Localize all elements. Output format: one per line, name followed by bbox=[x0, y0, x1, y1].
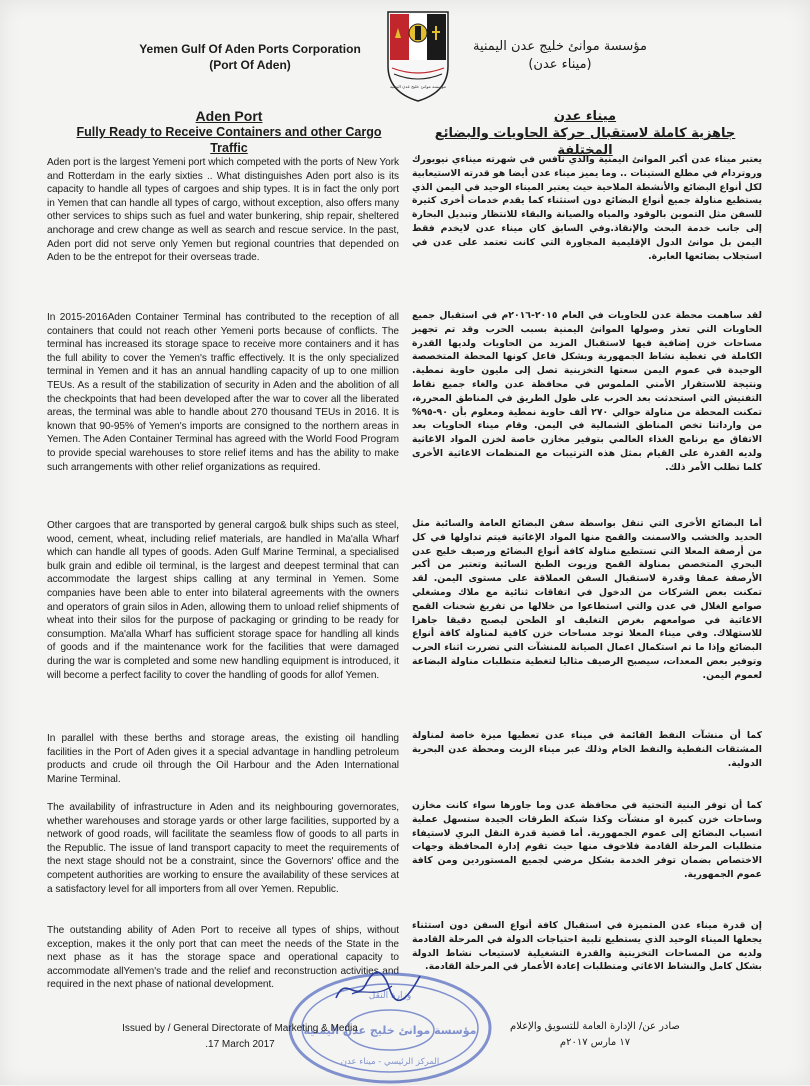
issue-date-english: .17 March 2017 bbox=[205, 1039, 275, 1050]
port-logo-emblem bbox=[384, 8, 452, 104]
paragraph-en-2: In 2015-2016Aden Container Terminal has contributed to the reception of all containers that could not reach other Yemeni ports because of conflicts. The terminal has increased its storage space to receive more containers and it has the full ability to cover the Yemen's traffic effectively. It is the only specialized terminal in Yemen and it has an annual handling capacity of up to one million TEUs. As a result of the stabilization of security in Aden and the abolition of all the checkpoints that had been developed after the war to cover all the liberated areas, the terminal was able to handle about 270 thousand TEUs in 2016. It is known that 90-95% of Yemen's imports are consigned to the northern areas in Yemen. The Aden Container Terminal has agreed with the World Food Program to provide special warehouses to store relief items and has the ability to make such arrangements with other relief organizations as required. bbox=[47, 312, 399, 473]
paragraph-en-6: The outstanding ability of Aden Port to receive all types of ships, without exception, makes it the only port that can meet the needs of the State in the next phase as it has the storage space and operational capacity to accommodate allYemen's trade and the relief and reconstruction activities and required in the next phase of national development. bbox=[47, 925, 399, 991]
paragraph-en-5: The availability of infrastructure in Aden and its neighbouring governorates, whether warehouses and storage yards or other large facilities, supported by a network of good roads, will facilitate the seamless flow of goods to all parts in the Republic. The issue of land transport capacity to meet the requirements of the next stage should not be a constraint, since the Governors' office and the competent authorities are working to ensure the availability of these services at a satisfactory level for all importers from all over Yemen. Republic. bbox=[47, 802, 399, 895]
org-en-line1: Yemen Gulf Of Aden Ports Corporation bbox=[139, 42, 361, 56]
title-en-subheading: Fully Ready to Receive Containers and other Cargo Traffic bbox=[76, 125, 382, 155]
stamp-main-text: مؤسسة موانئ خليج عدن اليمنية bbox=[303, 1024, 477, 1037]
title-english bbox=[60, 108, 398, 156]
stamp-bottom-text: المركز الرئيسي - ميناء عدن bbox=[340, 1057, 440, 1067]
organization-name-english bbox=[100, 41, 400, 73]
paragraph-en-4: In parallel with these berths and storage areas, the existing oil handling facilities in the Port of Aden gives it a special advantage in handling petroleum products and crude oil through the Oil Harbour and the Aden International Marine Terminal. bbox=[47, 733, 399, 785]
issued-by-arabic: صادر عن/ الإدارة العامة للتسويق والإعلام bbox=[510, 1021, 680, 1032]
issue-date-arabic: ١٧ مارس ٢٠١٧م bbox=[559, 1037, 631, 1048]
paragraph-ar-1: يعتبر ميناء عدن أكبر الموانئ اليمنية والذي نافس في شهرته ميناءي نيويورك وروتردام في مطلع الستينات .. وما يميز ميناء عدن أيضا هو قدرته الاستيعابية لكل أنواع البضائع والأنشطة الملاحية حيث يعتبر الميناء الوحيد في اليمن الذي يستطيع مناولة جميع أنواع البضائع دون استثناء كما يقدم خدمات أخرى كثيرة للسفن مثل التموين بالوقود والمياه والصيانة والبقاء للانتظار وتبديل البحارة إلى جانب خدمة البحث والإنقاذ.وفي السابق كان ميناء عدن لايخدم فقط اليمن بل موانئ الدول الإقليمية المجاورة التي كانت تعتمد على عدن في استجلاب بضائعها العابرة. bbox=[412, 154, 762, 262]
paragraph-ar-2: لقد ساهمت محطة عدن للحاويات في العام ٢٠١٥-٢٠١٦م في استقبال جميع الحاويات التي تعذر وصولها الموانئ اليمنية بسبب الحرب وقد تم تجهيز مساحات خزن إضافية فيها لاستقبال المزيد من الحاويات ولديها القدرة الكاملة في تغطية نشاط الجمهورية وبشكل فاعل كونها المحطة المتخصصة الوحيدة في عموم اليمن سعتها التخزينية تصل إلى مليون حاوية نمطية. ونتيجة للاستقرار الأمني الملموس في محافظة عدن والغاء جميع نقاط التفتيش التي استحدثت بعد الحرب على طول الطريق في المناطق المحررة، تمكنت المحطة من مناولة حوالي ٢٧٠ ألف حاوية نمطية ومعلوم بأن ٩٠-٩٥% من وارداتنا تخص المناطق الشمالية في اليمن. وقام ميناء الحاويات بعد الاتفاق مع برنامج الغذاء العالمي بتوفير مخازن خاصة لخزن المواد الاغاثية ولديه القدرة على القيام بمثل هذه الترتيبات مع المنظمات الاغاثية الأخرى كلما تطلب الأمر ذلك. bbox=[412, 310, 762, 473]
stamp-inner-text: وزارة النقل bbox=[368, 991, 412, 1001]
paragraph-ar-3: أما البضائع الأخرى التي تنقل بواسطة سفن البضائع العامة والسائبة مثل الحديد والخشب والاسمنت والقمح منها المواد الإغاثية فيتم تداولها في كل من أرصفة المعلا التي تستطيع مناولة كافة أنواع البضائع ورصيف خليج عدن البحري المتخصص بمناولة القمح وزيوت الطبخ السائبة وتعتبر من أكبر الأرصفة عمقا وقدرة لاستقبال السفن العملاقة على مستوى اليمن. لقد تمكنت بعض الشركات من الدخول في اتفاقات ثنائية مع ملاك ومشغلي صوامع الغلال في عدن والتي استطاعوا من خلالها من تفريغ شحنات القمح الاغاثية في صوامعهم بغرض التغليف او الطحن ليصبح دقيقا جاهزا للاستهلاك. وفي ميناء المعلا توجد مساحات خزن كافية لمناولة كافة أنواع البضائع وإذا ما تم استكمال اعمال الصيانة للمنشآت التي تضررت اثناء الحرب وتوفير بعض المعدات، سيصبح الرصيف مثاليا لتغطية متطلبات مناولة البضاعة لعموم اليمن. bbox=[412, 518, 762, 681]
org-en-line2: (Port Of Aden) bbox=[209, 58, 291, 72]
footer-english bbox=[95, 1021, 385, 1053]
footer-arabic bbox=[450, 1019, 740, 1051]
issued-by-english: Issued by / General Directorate of Marketing & Media bbox=[122, 1023, 358, 1034]
paragraph-en-3: Other cargoes that are transported by general cargo& bulk ships such as steel, wood, cement, wheat, including relief materials, are handled in Ma'alla Wharf which can handle all types of goods. Aden Gulf Marine Terminal, a specialised bulk grain and edible oil terminal, is the largest and deepest terminal that can accommodate the largest ships calling at any terminal in Yemen. Some companies have been able to enter into bilateral agreements with the owners and operators of grain silos in Aden, allowing them to unload relief shipments of wheat into their silos for the purpose of packaging or grinding to be ready for consumption. Ma'alla Wharf has sufficient storage space for handling all kinds of goods and if the maintenance work for the facilities that were damaged during the war is completed and some new handling equipment is introduced, it will become a perfect facility to cover the handling of goods for allof Yemen. bbox=[47, 520, 399, 681]
title-ar-heading: ميناء عدن bbox=[553, 109, 617, 124]
handwritten-signature bbox=[332, 968, 424, 1008]
org-ar-line2: (ميناء عدن) bbox=[528, 57, 592, 72]
title-ar-subheading: جاهزية كاملة لاستقبال حركة الحاويات والبضائع المختلفة bbox=[434, 126, 736, 158]
org-ar-line1: مؤسسة موانئ خليج عدن اليمنية bbox=[472, 39, 648, 54]
organization-name-arabic bbox=[470, 38, 650, 74]
paragraph-ar-6: إن قدرة ميناء عدن المتميزة في استقبال كافة أنواع السفن دون استثناء يجعلها الميناء الوحيد الذي يستطيع تلبية احتياجات الدولة في المرحلة القادمة ولديه من المساحات التخزينية والقدرة التشغيلية لاستيعاب نشاط الدولة بشكل كامل والنشاط الاغاثي ومتطلبات إعادة الأعمار في المرحلة القادمة. bbox=[412, 920, 762, 973]
logo-text: مؤسسة موانئ خليج عدن اليمنية bbox=[389, 84, 447, 89]
paragraph-ar-4: كما أن منشآت النفط القائمة في ميناء عدن تعطيها ميزة خاصة لمناولة المشتقات النفطية والنفط الخام وذلك عبر ميناء الزيت ومحطة عدن البحرية الدولية. bbox=[412, 730, 762, 769]
title-arabic bbox=[415, 108, 755, 159]
title-en-heading: Aden Port bbox=[195, 108, 263, 124]
paragraph-en-1: Aden port is the largest Yemeni port which competed with the ports of New York and Rotterdam in the early sixties .. What distinguishes Aden port also is its capacity to handle all types of cargoes and ship types. It is in fact the only port in Yemen that can handle all types of cargo, without exception, also offers many other services to ships such as fuel and water bunkering, ship repair, sheltered anchorage and crew change as well as search and rescue service. In the past, Aden port did not serve only Yemen but regional countries that depended on Aden to be the entrepot for their overseas trade. bbox=[47, 157, 399, 264]
paragraph-ar-5: كما أن توفر البنية التحتية في محافظة عدن وما جاورها سواء كانت مخازن وساحات خزن كبيرة او منشآت وكذا شبكة الطرقات الجيدة ستسهل عملية انسياب البضائع إلى عموم الجمهورية. أما قضية قدرة النقل البري لاستيفاء متطلبات المرحلة القادمة فلاخوف منها حيث تقوم إدارة المحافظة وجهات الاختصاص بضمان توفر الخدمة بشكل مرضي لجميع المستوردين ومن كافة عموم الجمهورية. bbox=[412, 800, 762, 880]
